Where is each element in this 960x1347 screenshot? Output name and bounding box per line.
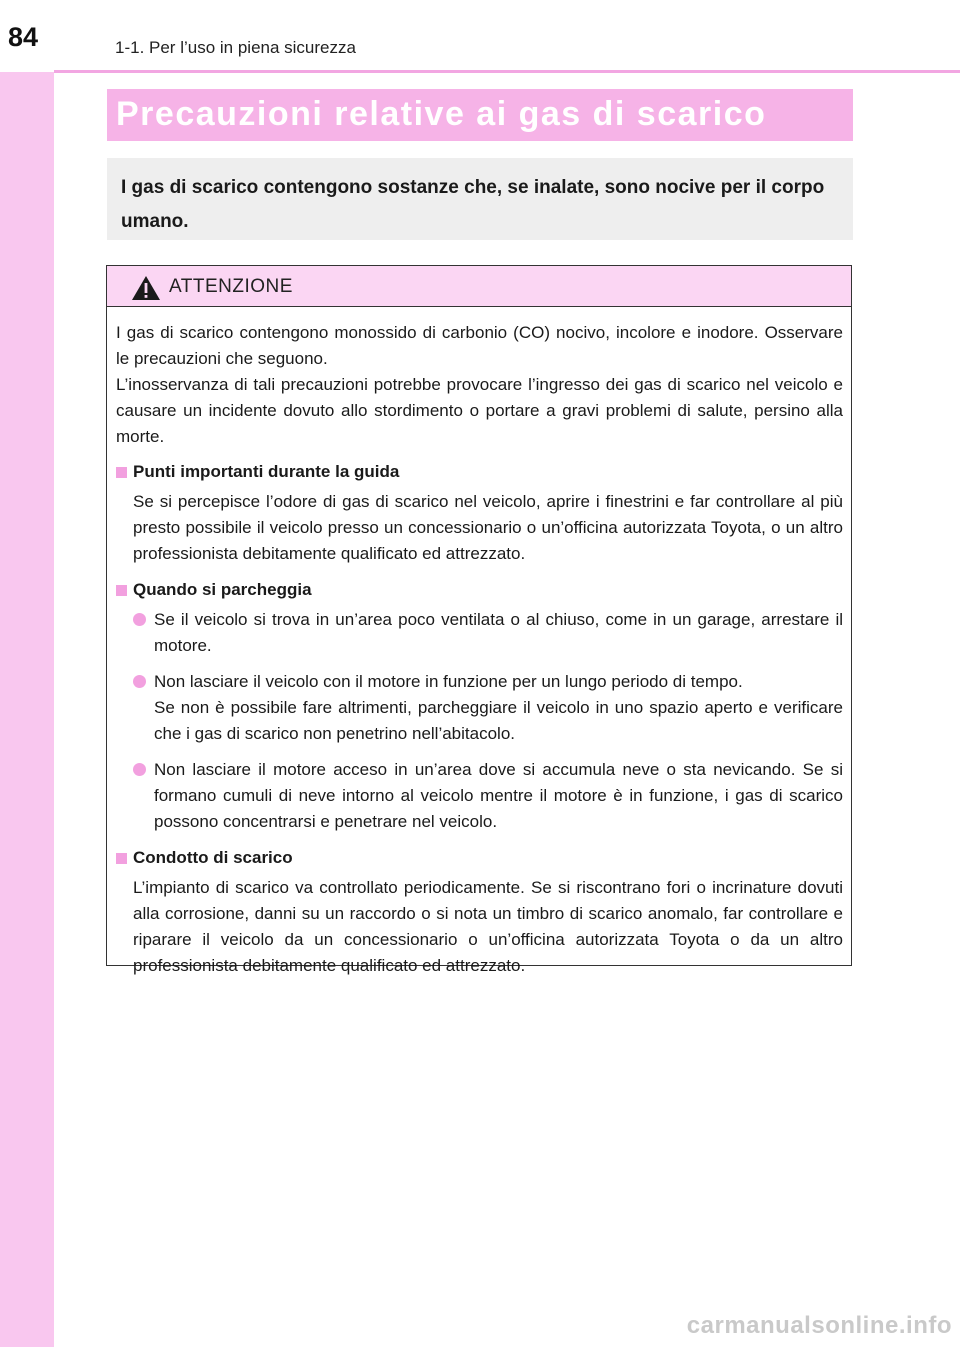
section-heading-text: Condotto di scarico xyxy=(133,848,293,867)
section-heading-text: Quando si parcheggia xyxy=(133,580,312,599)
square-bullet-icon xyxy=(116,585,127,596)
bullet-text-continued: Se non è possibile fare altrimenti, parcheggiare il veicolo in uno spazio aperto e verificare che i gas di scarico non penetrino nell’abitacolo. xyxy=(154,698,843,743)
section-body-exhaust: L’impianto di scarico va controllato periodicamente. Se si riscontrano fori o incrinature dovuti alla corrosione, danni su un raccordo o si nota un timbro di scarico anomalo, far controllare e riparare il veicolo da un concessionario o un’officina autorizzata Toyota o da un altro professionista debitamente qualificato ed attrezzato. xyxy=(133,878,843,975)
chapter-title: 1-1. Per l’uso in piena sicurezza xyxy=(115,38,356,57)
left-margin-band xyxy=(0,0,54,1347)
square-bullet-icon xyxy=(116,467,127,478)
page-header xyxy=(0,0,960,72)
warning-paragraph xyxy=(116,320,843,450)
section-title: Precauzioni relative ai gas di scarico xyxy=(116,95,767,133)
circle-bullet-icon xyxy=(133,763,146,776)
bullet-text: Non lasciare il veicolo con il motore in funzione per un lungo periodo di tempo. xyxy=(154,672,743,691)
section-heading-driving xyxy=(116,459,843,485)
warning-paragraph-1: I gas di scarico contengono monossido di carbonio (CO) nocivo, incolore e inodore. Osservare le precauzioni che seguono. xyxy=(116,323,843,368)
list-item xyxy=(133,757,843,835)
intro-box xyxy=(107,158,853,240)
header-rule xyxy=(54,70,960,73)
circle-bullet-icon xyxy=(133,613,146,626)
warning-box xyxy=(106,265,852,975)
bullet-text: Non lasciare il motore acceso in un’area dove si accumula neve o sta nevicando. Se si formano cumuli di neve intorno al veicolo mentre il motore è in funzione, i gas di scarico possono concentrarsi e penetrare nel veicolo. xyxy=(154,760,843,831)
watermark: carmanualsonline.info xyxy=(686,1312,952,1339)
section-heading-text: Punti importanti durante la guida xyxy=(133,462,400,481)
warning-paragraph-2: L’inosservanza di tali precauzioni potrebbe provocare l’ingresso dei gas di scarico nel veicolo e causare un incidente dovuto allo stordimento o portare a gravi problemi di salute, persino alla morte. xyxy=(116,375,843,446)
section-title-bar xyxy=(107,89,853,141)
section-heading-exhaust xyxy=(116,845,843,871)
section-heading-parking xyxy=(116,577,843,603)
page-number: 84 xyxy=(8,22,39,52)
list-item xyxy=(133,607,843,659)
circle-bullet-icon xyxy=(133,675,146,688)
warning-body xyxy=(116,320,843,989)
list-item xyxy=(133,669,843,747)
warning-triangle-icon xyxy=(131,275,161,301)
warning-label: ATTENZIONE xyxy=(169,276,293,297)
bullet-text: Se il veicolo si trova in un’area poco ventilata o al chiuso, come in un garage, arrestare il motore. xyxy=(154,610,843,655)
section-body-driving: Se si percepisce l’odore di gas di scarico nel veicolo, aprire i finestrini e far controllare al più presto possibile il veicolo presso un concessionario o un’officina autorizzata Toyota, o un altro professionista debitamente qualificato ed attrezzato. xyxy=(133,492,843,563)
warning-header xyxy=(107,266,851,307)
square-bullet-icon xyxy=(116,853,127,864)
intro-text: I gas di scarico contengono sostanze che, se inalate, sono nocive per il corpo umano. xyxy=(121,177,825,232)
